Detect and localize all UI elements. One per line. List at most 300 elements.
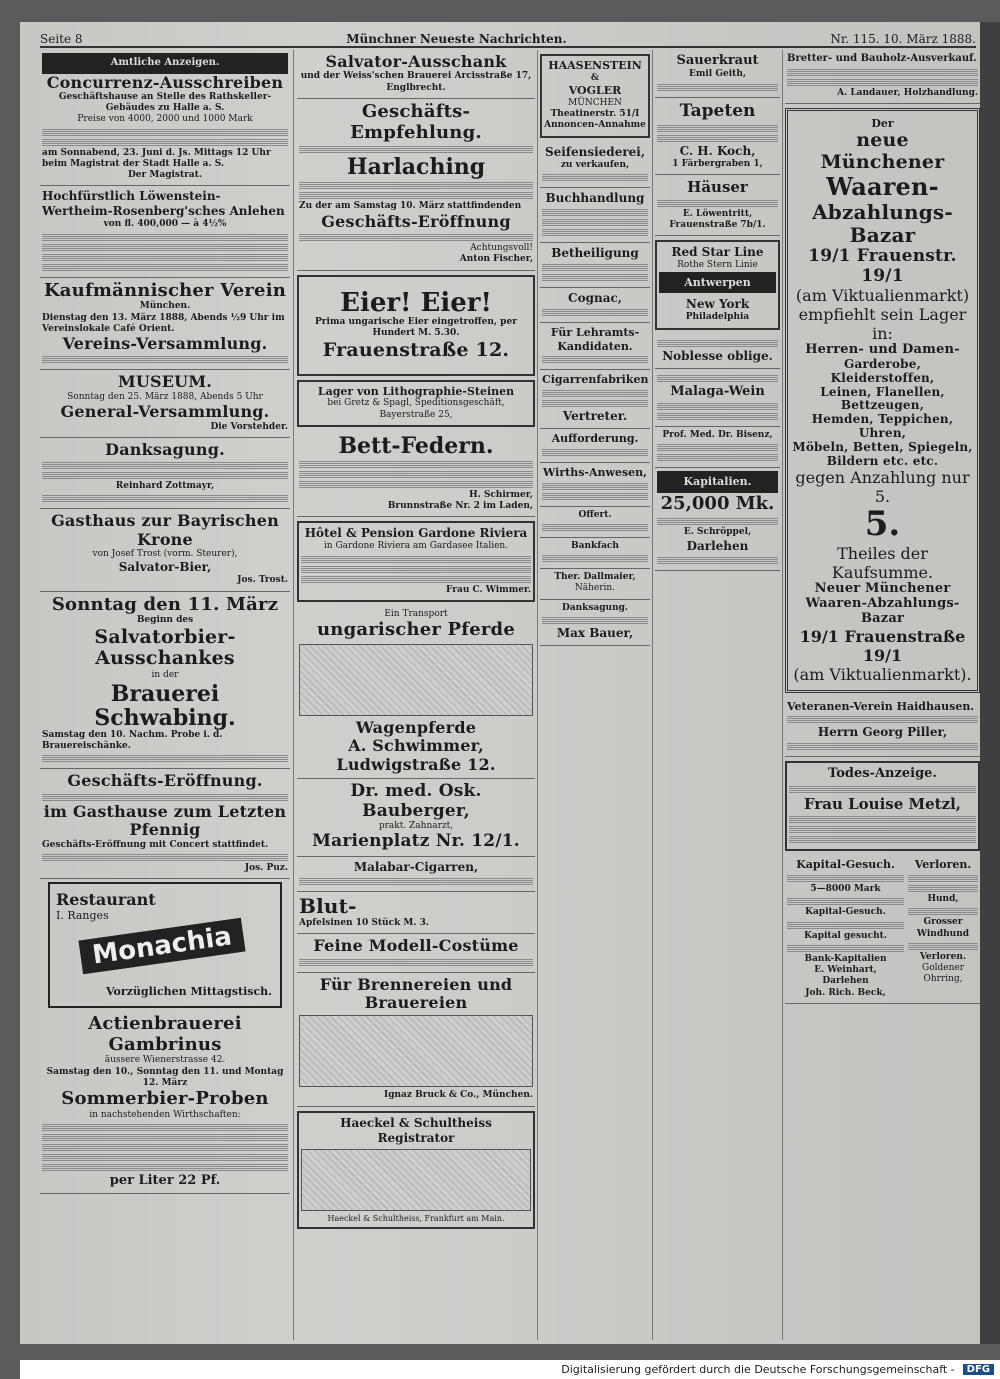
small-print — [542, 355, 648, 363]
ad-text: Goldener Ohrring, — [922, 963, 964, 985]
ad-title: Tapeten — [679, 100, 756, 121]
ad-text: Achtungsvoll! — [470, 243, 533, 254]
small-print — [542, 208, 648, 216]
ad-eier — [297, 275, 535, 376]
ad-title: Sommerbier-Proben — [61, 1088, 269, 1110]
ad-text: prakt. Zahnarzt, — [378, 821, 454, 832]
ad-monachia — [48, 882, 282, 1008]
small-print — [657, 517, 778, 525]
small-print — [299, 470, 533, 478]
ad-title: Danksagung. — [105, 439, 225, 459]
footer-text: Digitalisierung gefördert durch die Deutsche Forschungsgemeinschaft - — [561, 1363, 955, 1376]
ad-text: bei Gretz & Spagl, Speditionsgeschäft, Bayerstraße 25, — [327, 398, 505, 420]
small-print — [787, 921, 904, 929]
ad-event: Vereins-Versammlung. — [62, 334, 268, 354]
ad-text: am Sonnabend, 23. Juni d. Js. Mittags 12 Uhr beim Magistrat der Stadt Halle a. S. — [42, 147, 271, 169]
ad-signature: E. Weinhart, — [814, 965, 877, 976]
column-2 — [297, 50, 535, 1340]
ad-cognac — [540, 288, 650, 323]
small-print — [908, 874, 978, 882]
small-print — [42, 754, 288, 762]
ad-title: Seifensiederei, — [544, 144, 646, 159]
ad-signature: Joh. Rich. Beck, — [805, 987, 886, 998]
ad-title: Hôtel & Pension Gardone Riviera — [304, 526, 528, 541]
small-print — [787, 742, 978, 750]
small-print — [657, 134, 778, 142]
small-print — [42, 253, 288, 261]
ad-text: in Gardone Riviera am Gardasee Italien. — [323, 541, 509, 552]
ad-title: Kapital gesucht. — [804, 930, 887, 941]
column-rule — [537, 50, 538, 1340]
small-print — [787, 944, 904, 952]
ad-title: Betheiligung — [551, 245, 639, 260]
ad-zahnarzt — [297, 779, 535, 857]
ad-title: Darlehen — [686, 538, 749, 553]
ad-title: Offert. — [578, 509, 612, 520]
ad-title: Bretter- und Bauholz-Ausverkauf. — [787, 53, 977, 64]
ad-cigarrenfabriken — [540, 370, 650, 429]
small-print — [42, 494, 288, 502]
ad-title: Bankfach — [571, 540, 619, 551]
ad-text: von fl. 400,000 — à 4½% — [103, 219, 227, 230]
small-print — [657, 443, 778, 451]
ad-text: Theiles der Kaufsumme. — [831, 543, 934, 582]
small-print — [42, 243, 288, 251]
small-print — [657, 199, 778, 207]
small-print — [42, 1153, 288, 1161]
ad-text: Näherin. — [574, 583, 616, 594]
ad-text: zu verkaufen, — [560, 159, 630, 170]
small-print — [301, 555, 531, 563]
ad-concurrenz — [40, 50, 290, 186]
ad-bayrische-krone — [40, 509, 290, 591]
ad-title: VOGLER — [568, 84, 622, 97]
small-print — [42, 1133, 288, 1141]
ad-title: Sonntag den 11. März — [51, 593, 279, 615]
ad-title: Danksagung. — [561, 602, 629, 613]
ad-signature: Frau C. Wimmer. — [446, 584, 531, 595]
ad-kaufmaennischer-verein — [40, 278, 290, 371]
ad-buchhandlung — [540, 188, 650, 243]
small-print — [657, 374, 778, 382]
small-print — [42, 853, 288, 861]
ad-title: Malaga-Wein — [670, 383, 765, 399]
ad-title: Kapital-Gesuch. — [805, 907, 886, 918]
ad-title: New York — [685, 297, 750, 312]
column-rule — [652, 50, 653, 1340]
small-print — [42, 263, 288, 271]
ad-signature: Haeckel & Schultheiss, Frankfurt am Main. — [327, 1213, 505, 1223]
ad-text: Frau Louise Metzl, — [803, 794, 962, 813]
ad-text: Ein Transport — [384, 608, 448, 619]
ad-signature: Der Magistrat. — [128, 170, 202, 181]
ad-title: Lager von Lithographie-Steinen — [317, 384, 515, 398]
ad-text: in nachstehenden Wirthschaften: — [89, 1109, 241, 1120]
ad-text: (am Viktualienmarkt). — [793, 664, 972, 684]
ad-title: Neuer Münchener Waaren-Abzahlungs-Bazar — [805, 580, 960, 626]
ad-title: Hochfürstlich Löwenstein-Wertheim-Rosenberg'sches Anlehen — [42, 189, 285, 219]
ad-text: Geschäfts-Eröffnung mit Concert stattfindet. — [42, 839, 269, 850]
ad-price: per Liter 22 Pf. — [109, 1173, 221, 1189]
digitization-footer — [20, 1360, 1000, 1379]
ad-aufforderung — [540, 429, 650, 463]
ad-title: HAASENSTEIN — [548, 59, 642, 72]
ad-title: Haeckel & Schultheiss Registrator — [340, 1115, 492, 1145]
ad-text: empfiehlt sein Lager in: — [798, 305, 967, 344]
ad-title: Geschäfts-Eröffnung — [321, 211, 511, 231]
ad-title: Todes-Anzeige. — [828, 766, 937, 782]
small-print — [299, 145, 533, 153]
ad-signature: C. H. Koch, — [679, 143, 756, 158]
ad-salvator-ausschank — [297, 50, 535, 99]
ad-danksagung — [40, 438, 290, 510]
ad-subtitle: Geschäftshause an Stelle des Rathskeller-Gebäudes zu Halle a. S. — [58, 91, 272, 114]
small-print — [42, 471, 288, 479]
issue-date: Nr. 115. 10. März 1888. — [830, 32, 976, 46]
ad-kapital-verloren — [785, 855, 980, 1004]
section-heading: Kapitalien. — [657, 471, 778, 493]
ad-signature: E. Löwentritt, — [682, 208, 753, 219]
ad-text: I. Ranges — [56, 909, 109, 923]
ad-title: Cognac, — [568, 290, 622, 305]
ad-signature: Anton Fischer, — [459, 254, 533, 265]
ad-title: Geschäfts-Empfehlung. — [350, 100, 482, 143]
ad-text: 1 Färbergraben 1, — [672, 158, 763, 169]
small-print — [542, 492, 648, 500]
ad-lehramts — [540, 323, 650, 371]
small-print — [42, 138, 288, 146]
small-print — [42, 128, 288, 136]
ad-veteranen — [785, 697, 980, 758]
small-print — [42, 461, 288, 469]
ad-title: Kaufmännischer Verein — [43, 279, 287, 301]
ad-text: Preise von 4000, 2000 und 1000 Mark — [77, 114, 253, 125]
ad-haeckel — [297, 1111, 535, 1230]
ad-title: Waaren- — [826, 172, 939, 202]
ad-haeuser — [655, 175, 780, 236]
small-print — [542, 448, 648, 456]
small-print — [787, 78, 978, 86]
ad-title: Häuser — [687, 178, 748, 196]
small-print — [299, 480, 533, 488]
ad-title: Kapital-Gesuch. — [796, 858, 895, 872]
column-rule — [782, 50, 783, 1340]
ad-seifensiederei — [540, 142, 650, 188]
ad-abzahlungs-bazar — [785, 108, 980, 693]
ad-signature: Emil Geith, — [688, 69, 747, 80]
ad-title: Für Brennereien und Brauereien — [319, 974, 513, 1012]
scale-illustration — [299, 1015, 533, 1087]
small-print — [657, 556, 778, 564]
ad-text: Herrn Georg Piller, — [817, 725, 948, 740]
ad-title: Concurrenz-Ausschreiben — [46, 72, 284, 92]
small-print — [789, 815, 976, 823]
small-print — [787, 715, 978, 723]
ad-address: 19/1 Frauenstraße 19/1 — [799, 626, 966, 665]
small-print — [542, 228, 648, 236]
small-print — [542, 273, 648, 281]
ad-hotel-gardone — [297, 521, 535, 602]
ad-text: in der — [151, 670, 179, 681]
small-print — [657, 402, 778, 410]
ad-title: Blut- — [299, 893, 357, 918]
small-print — [787, 897, 904, 905]
ad-bankfach — [540, 538, 650, 569]
ad-title: Wagenpferde — [355, 717, 477, 737]
small-print — [42, 1143, 288, 1151]
ad-text: Samstag den 10. Nachm. Probe i. d. Brauereischänke. — [42, 729, 223, 752]
ad-text: (am Viktualienmarkt) — [795, 286, 970, 306]
ad-text: Der — [871, 116, 894, 130]
ad-bauholz — [785, 50, 980, 104]
ad-signature: Jos. Trost. — [237, 575, 288, 586]
ad-title: Wirths-Anwesen, — [543, 465, 647, 479]
small-print — [908, 907, 978, 915]
ad-title: Malabar-Cigarren, — [353, 859, 479, 874]
scan-edge — [980, 22, 1000, 1344]
ad-anlehen — [40, 186, 290, 277]
ad-signature: A. Schwimmer, Ludwigstraße 12. — [336, 736, 496, 774]
ad-danksagung-bauer — [540, 600, 650, 646]
small-print — [542, 554, 648, 562]
ad-salvatorbier — [40, 592, 290, 770]
ad-tapeten — [655, 98, 780, 176]
small-print — [542, 263, 648, 271]
ad-title: Abzahlungs-Bazar — [812, 200, 953, 248]
ad-title: Vertreter. — [562, 409, 628, 423]
small-print — [657, 412, 778, 420]
ad-title: Grosser Windhund — [916, 917, 970, 939]
ad-text: Samstag den 10., Sonntag den 11. und Montag 12. März — [46, 1066, 284, 1088]
small-print — [657, 453, 778, 461]
ad-title: Eier! Eier! — [340, 287, 492, 318]
ad-text: Annoncen-Annahme — [544, 120, 646, 131]
ad-title: neue Münchener — [820, 128, 945, 173]
ad-title: Darlehen — [822, 976, 869, 987]
ad-title: Salvatorbier-Ausschankes — [94, 625, 236, 670]
small-print — [299, 233, 533, 241]
small-print — [299, 958, 533, 966]
ad-title: Veteranen-Verein Haidhausen. — [787, 699, 975, 713]
column-4 — [655, 50, 780, 1340]
ad-title: MUSEUM. — [117, 372, 213, 392]
ad-text: MÜNCHEN — [568, 97, 622, 108]
small-print — [301, 575, 531, 583]
ad-betheiligung — [540, 243, 650, 288]
ad-gambrinus — [40, 1011, 290, 1194]
registrator-illustration — [301, 1149, 531, 1211]
ad-harlaching — [297, 99, 535, 271]
ad-title: Bank-Kapitalien — [804, 953, 887, 964]
ad-signature: Jos. Puz. — [244, 862, 288, 873]
ad-offert — [540, 507, 650, 538]
ad-title: Harlaching — [346, 154, 486, 181]
big-five: 5. — [864, 504, 901, 545]
ad-text: Rothe Stern Linie — [677, 260, 758, 271]
small-print — [789, 825, 976, 833]
ad-title: Dr. med. Osk. Bauberger, — [350, 781, 482, 821]
ad-title: Verloren. — [914, 858, 972, 872]
ad-title: Salvator-Ausschank — [325, 52, 507, 71]
ad-text: Vorzüglichen Mittagstisch. — [106, 985, 272, 999]
ad-letzter-pfennig — [40, 769, 290, 879]
small-print — [42, 355, 288, 363]
ad-haasenstein — [540, 54, 650, 138]
ad-title: 25,000 Mk. — [660, 492, 775, 514]
ad-text: München. — [139, 301, 191, 312]
column-rule — [293, 50, 294, 1340]
ad-title: ungarischer Pferde — [317, 619, 515, 641]
ad-title: Aufforderung. — [551, 432, 639, 445]
small-print — [657, 83, 778, 91]
ad-text: Zu der am Samstag 10. März stattfindenden — [299, 201, 522, 212]
ad-text: von Josef Trost (vorm. Steurer), — [92, 549, 238, 560]
ad-signature: Ignaz Bruck & Co., München. — [383, 1090, 533, 1101]
ad-text: Theatinerstr. 51/I — [550, 109, 640, 119]
ad-address: 19/1 Frauenstr. 19/1 — [808, 246, 957, 286]
ad-lithographie — [297, 380, 535, 427]
ad-item: Garderobe, Kleiderstoffen, — [830, 357, 935, 385]
ad-blut-apfelsinen — [297, 892, 535, 934]
ad-title: im Gasthause zum Letzten Pfennig — [43, 801, 287, 840]
small-print — [42, 1163, 288, 1171]
ad-title: Frauenstraße 12. — [322, 338, 510, 361]
ad-signature: Die Vorstehder. — [210, 421, 288, 432]
ad-text: Salvator-Bier, — [118, 560, 212, 575]
small-print — [542, 173, 648, 181]
small-print — [657, 339, 778, 347]
small-print — [789, 785, 976, 793]
monachia-logo: Monachia — [78, 918, 245, 975]
page-number: Seite 8 — [40, 32, 83, 46]
ad-title: Sauerkraut — [676, 53, 759, 68]
ad-todes-anzeige — [785, 761, 980, 851]
ad-title: Für Lehramts-Kandidaten. — [550, 325, 640, 353]
small-print — [542, 616, 648, 624]
ad-malabar — [297, 857, 535, 892]
small-print — [542, 308, 648, 316]
ad-malaga — [655, 369, 780, 427]
ad-item: Möbeln, Betten, Spiegeln, — [792, 439, 973, 454]
ad-subcolumn — [787, 858, 904, 999]
ad-text: gegen Anzahlung nur 5. — [795, 468, 970, 507]
small-print — [787, 874, 904, 882]
ad-text: Sonntag den 25. März 1888, Abends 5 Uhr — [67, 391, 263, 402]
small-print — [42, 1123, 288, 1131]
ad-signature: A. Landauer, Holzhandlung. — [837, 87, 978, 98]
ad-text: 5—8000 Mark — [810, 884, 881, 895]
ad-item: Bildern etc. etc. — [826, 453, 939, 468]
small-print — [301, 565, 531, 573]
small-print — [542, 482, 648, 490]
ad-pferde — [297, 606, 535, 779]
ad-text: Philadelphia — [685, 312, 750, 323]
ad-bisenz — [655, 427, 780, 468]
ad-text: Brunnstraße Nr. 2 im Laden, — [387, 501, 533, 512]
ad-signature: E. Schröppel, — [683, 527, 752, 538]
small-print — [299, 191, 533, 199]
ad-title: Marienplatz Nr. 12/1. — [312, 831, 520, 852]
small-print — [908, 884, 978, 892]
ad-title: Actienbrauerei Gambrinus — [88, 1013, 242, 1055]
small-print — [42, 793, 288, 801]
ad-title: Cigarrenfabriken — [542, 373, 649, 387]
column-5 — [785, 50, 980, 1340]
column-3 — [540, 50, 650, 1340]
ad-museum — [40, 370, 290, 437]
column-1 — [40, 50, 290, 1340]
small-print — [657, 124, 778, 132]
small-print — [299, 181, 533, 189]
ad-title: Buchhandlung — [545, 190, 645, 205]
ad-text: Reinhard Zottmayr, — [115, 481, 215, 492]
horse-illustration — [299, 644, 533, 716]
ad-title: Hund, — [927, 894, 959, 905]
ad-title: Restaurant — [56, 890, 156, 910]
ad-red-star-line — [655, 240, 780, 329]
ad-title: Ther. Dallmaier, — [554, 572, 636, 582]
ad-wirths-anwesen — [540, 463, 650, 507]
ad-text: Frauenstraße 7b/1. — [669, 220, 766, 230]
page-header — [40, 26, 976, 48]
ad-brennereien — [297, 973, 535, 1107]
small-print — [542, 399, 648, 407]
ad-dallmaier — [540, 569, 650, 600]
ad-title: Prof. Med. Dr. Bisenz, — [662, 429, 773, 440]
small-print — [787, 68, 978, 76]
ad-title: Gasthaus zur Bayrischen Krone — [51, 511, 279, 549]
ad-title: Bett-Federn. — [338, 432, 494, 459]
ad-text: Prima ungarische Eier eingetroffen, per Hundert M. 5.30. — [315, 317, 517, 339]
ad-text: und der Weiss'schen Brauerei Arcisstraße 17, Englbrecht. — [300, 71, 532, 93]
ad-item: Hemden, Teppichen, Uhren, — [811, 412, 954, 441]
ad-title: Noblesse oblige. — [662, 348, 773, 363]
small-print — [542, 218, 648, 226]
ad-title: Red Star Line — [671, 245, 764, 260]
ad-kapitalien — [655, 468, 780, 571]
ad-signature: Max Bauer, — [556, 625, 634, 640]
ad-event: General-Versammlung. — [60, 402, 270, 422]
small-print — [789, 835, 976, 843]
ad-banner: Antwerpen — [659, 272, 776, 294]
ad-title: Geschäfts-Eröffnung. — [67, 771, 263, 791]
small-print — [542, 523, 648, 531]
ad-item: Leinen, Flanellen, Bettzeugen, — [820, 384, 945, 413]
ad-modell-costueme — [297, 934, 535, 972]
ad-bettfedern — [297, 431, 535, 518]
small-print — [542, 389, 648, 397]
ad-signature: H. Schirmer, — [469, 489, 533, 500]
ad-text: & — [590, 72, 600, 83]
ad-text: Dienstag den 13. März 1888, Abends ½9 Uhr im Vereinslokale Café Orient. — [42, 312, 285, 334]
ad-title: Feine Modell-Costüme — [313, 936, 519, 956]
ad-title: Verloren. — [919, 951, 967, 962]
ad-subcolumn — [908, 858, 978, 999]
ad-item: Herren- und Damen- — [805, 342, 960, 358]
section-heading: Amtliche Anzeigen. — [42, 53, 288, 74]
dfg-logo-icon: DFG — [963, 1364, 994, 1375]
ad-sauerkraut — [655, 50, 780, 98]
ad-text: Beginn des — [136, 615, 194, 626]
small-print — [299, 460, 533, 468]
small-print — [42, 233, 288, 241]
small-print — [908, 942, 978, 950]
ad-title: Brauerei Schwabing. — [94, 680, 236, 731]
small-print — [299, 877, 533, 885]
newspaper-title: Münchner Neueste Nachrichten. — [346, 32, 567, 46]
ad-text: äussere Wienerstrasse 42. — [104, 1055, 226, 1066]
ad-text: Apfelsinen 10 Stück M. 3. — [299, 917, 430, 928]
